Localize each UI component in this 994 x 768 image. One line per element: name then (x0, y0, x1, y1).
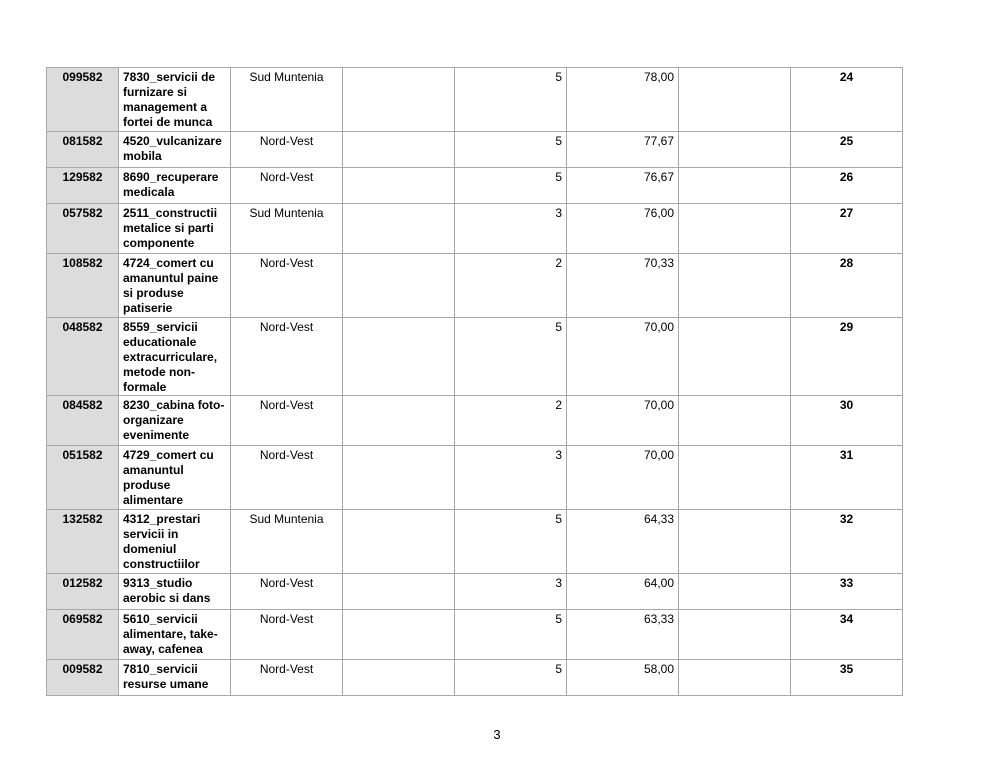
empty-cell (343, 168, 455, 204)
empty-cell (679, 254, 791, 318)
empty-cell (343, 132, 455, 168)
count-cell: 2 (455, 254, 567, 318)
score-cell: 70,33 (567, 254, 679, 318)
table-row (47, 396, 903, 446)
score-cell: 77,67 (567, 132, 679, 168)
empty-cell (679, 68, 791, 132)
empty-cell (679, 446, 791, 510)
score-cell: 63,33 (567, 610, 679, 660)
table-row (47, 132, 903, 168)
region-cell: Sud Muntenia (231, 204, 343, 254)
name-cell: 4520_vulcanizare mobila (119, 132, 231, 168)
score-cell: 70,00 (567, 446, 679, 510)
region-cell: Nord-Vest (231, 318, 343, 396)
empty-cell (343, 574, 455, 610)
score-cell: 70,00 (567, 318, 679, 396)
empty-cell (343, 204, 455, 254)
rank-cell: 35 (791, 660, 903, 696)
name-cell: 9313_studio aerobic si dans (119, 574, 231, 610)
empty-cell (679, 318, 791, 396)
count-cell: 5 (455, 168, 567, 204)
count-cell: 5 (455, 510, 567, 574)
empty-cell (679, 132, 791, 168)
page-number: 3 (493, 727, 501, 742)
empty-cell (343, 446, 455, 510)
empty-cell (343, 510, 455, 574)
rank-cell: 32 (791, 510, 903, 574)
table-row (47, 204, 903, 254)
empty-cell (679, 660, 791, 696)
region-cell: Nord-Vest (231, 610, 343, 660)
rank-cell: 24 (791, 68, 903, 132)
count-cell: 5 (455, 68, 567, 132)
region-cell: Nord-Vest (231, 396, 343, 446)
empty-cell (679, 168, 791, 204)
rank-cell: 30 (791, 396, 903, 446)
rank-cell: 29 (791, 318, 903, 396)
table-row (47, 660, 903, 696)
count-cell: 5 (455, 132, 567, 168)
id-cell: 132582 (47, 510, 119, 574)
score-cell: 64,33 (567, 510, 679, 574)
count-cell: 5 (455, 610, 567, 660)
count-cell: 3 (455, 204, 567, 254)
name-cell: 4729_comert cu amanuntul produse alimentare (119, 446, 231, 510)
region-cell: Nord-Vest (231, 660, 343, 696)
empty-cell (343, 660, 455, 696)
empty-cell (679, 396, 791, 446)
id-cell: 081582 (47, 132, 119, 168)
id-cell: 048582 (47, 318, 119, 396)
name-cell: 7810_servicii resurse umane (119, 660, 231, 696)
table-row (47, 510, 903, 574)
count-cell: 3 (455, 446, 567, 510)
id-cell: 099582 (47, 68, 119, 132)
empty-cell (343, 254, 455, 318)
id-cell: 108582 (47, 254, 119, 318)
empty-cell (679, 574, 791, 610)
region-cell: Sud Muntenia (231, 68, 343, 132)
results-table (46, 67, 903, 696)
empty-cell (679, 204, 791, 254)
table-row (47, 254, 903, 318)
rank-cell: 25 (791, 132, 903, 168)
name-cell: 7830_servicii de furnizare si management a fortei de munca (119, 68, 231, 132)
region-cell: Nord-Vest (231, 446, 343, 510)
name-cell: 4312_prestari servicii in domeniul constructiilor (119, 510, 231, 574)
id-cell: 012582 (47, 574, 119, 610)
id-cell: 051582 (47, 446, 119, 510)
score-cell: 76,67 (567, 168, 679, 204)
count-cell: 2 (455, 396, 567, 446)
table-row (47, 318, 903, 396)
count-cell: 5 (455, 660, 567, 696)
table-body (47, 68, 903, 696)
count-cell: 5 (455, 318, 567, 396)
score-cell: 58,00 (567, 660, 679, 696)
id-cell: 084582 (47, 396, 119, 446)
score-cell: 78,00 (567, 68, 679, 132)
count-cell: 3 (455, 574, 567, 610)
empty-cell (343, 68, 455, 132)
rank-cell: 26 (791, 168, 903, 204)
name-cell: 8230_cabina foto-organizare evenimente (119, 396, 231, 446)
id-cell: 009582 (47, 660, 119, 696)
region-cell: Nord-Vest (231, 168, 343, 204)
table-row (47, 610, 903, 660)
name-cell: 8690_recuperare medicala (119, 168, 231, 204)
region-cell: Nord-Vest (231, 254, 343, 318)
id-cell: 057582 (47, 204, 119, 254)
table-row (47, 446, 903, 510)
name-cell: 2511_constructii metalice si parti componente (119, 204, 231, 254)
region-cell: Nord-Vest (231, 574, 343, 610)
score-cell: 70,00 (567, 396, 679, 446)
empty-cell (343, 610, 455, 660)
region-cell: Sud Muntenia (231, 510, 343, 574)
score-cell: 76,00 (567, 204, 679, 254)
table-row (47, 68, 903, 132)
rank-cell: 31 (791, 446, 903, 510)
empty-cell (343, 396, 455, 446)
score-cell: 64,00 (567, 574, 679, 610)
rank-cell: 33 (791, 574, 903, 610)
name-cell: 4724_comert cu amanuntul paine si produse patiserie (119, 254, 231, 318)
rank-cell: 27 (791, 204, 903, 254)
name-cell: 5610_servicii alimentare, take-away, cafenea (119, 610, 231, 660)
empty-cell (679, 510, 791, 574)
name-cell: 8559_servicii educationale extracurriculare, metode non-formale (119, 318, 231, 396)
empty-cell (343, 318, 455, 396)
empty-cell (679, 610, 791, 660)
rank-cell: 28 (791, 254, 903, 318)
id-cell: 129582 (47, 168, 119, 204)
region-cell: Nord-Vest (231, 132, 343, 168)
table-row (47, 168, 903, 204)
id-cell: 069582 (47, 610, 119, 660)
rank-cell: 34 (791, 610, 903, 660)
table-row (47, 574, 903, 610)
